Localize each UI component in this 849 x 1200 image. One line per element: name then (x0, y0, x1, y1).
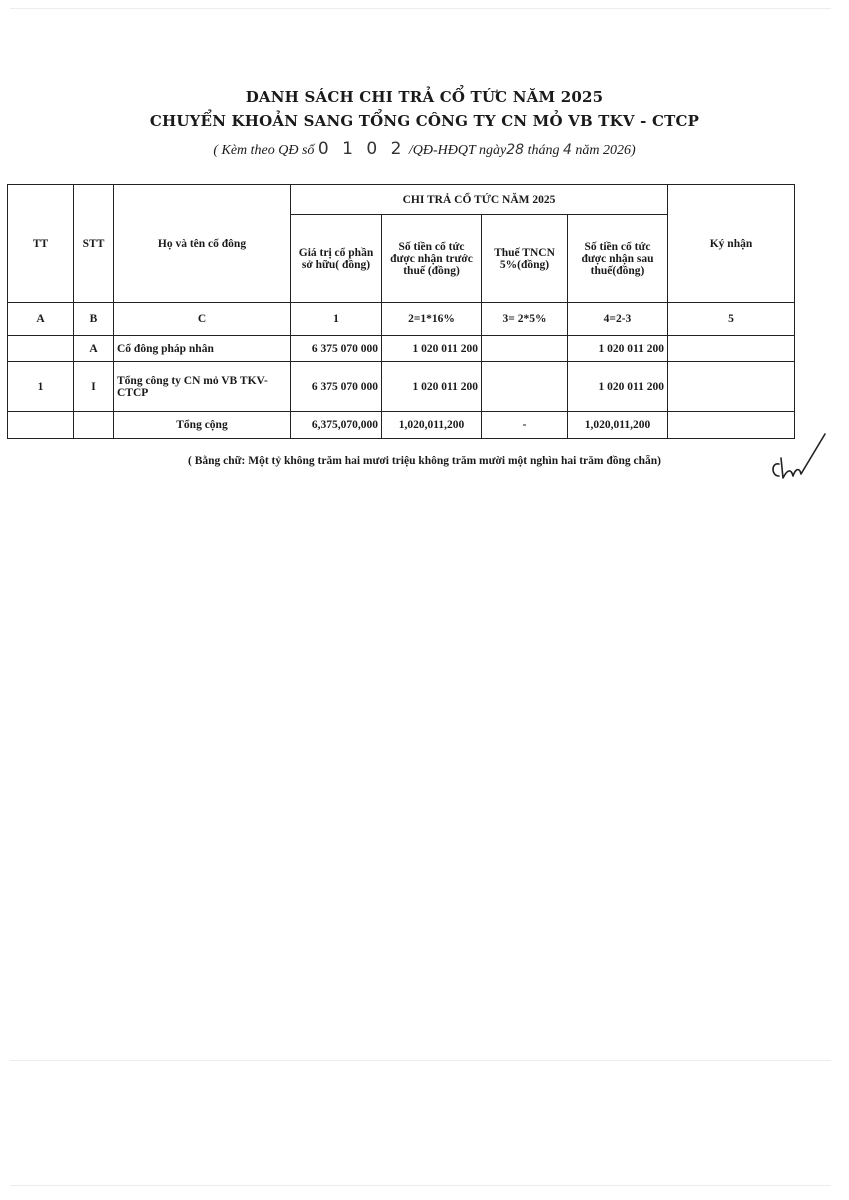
row-sign (668, 336, 795, 362)
formula-stt: B (74, 303, 114, 336)
row-net: 1 020 011 200 (568, 336, 668, 362)
row-tt: 1 (8, 362, 74, 412)
row-net: 1 020 011 200 (568, 362, 668, 412)
header-sign: Ký nhận (668, 185, 795, 303)
header-name: Họ và tên cổ đông (114, 185, 291, 303)
scan-edge-top (10, 8, 831, 9)
row-name: Tổng công ty CN mỏ VB TKV-CTCP (114, 362, 291, 412)
reference-mid: /QĐ-HĐQT ngày (408, 143, 507, 158)
header-row-group (8, 185, 795, 215)
formula-gross: 2=1*16% (382, 303, 482, 336)
total-stt (74, 412, 114, 439)
header-stt: STT (74, 185, 114, 303)
row-stt: A (74, 336, 114, 362)
formula-net: 4=2-3 (568, 303, 668, 336)
scan-edge-bottom (10, 1060, 831, 1061)
scan-edge-footer (10, 1185, 831, 1186)
total-tax: - (482, 412, 568, 439)
table-row (8, 362, 795, 412)
header-gross-dividend: Số tiền cổ tức được nhận trước thuế (đồng) (382, 215, 482, 303)
header-net-dividend: Số tiền cổ tức được nhận sau thuế(đồng) (568, 215, 668, 303)
year-label: năm 2026) (575, 143, 636, 158)
decision-number: 0 1 0 2 (317, 139, 406, 159)
formula-tt: A (8, 303, 74, 336)
dividend-table (7, 184, 795, 439)
formula-name: C (114, 303, 291, 336)
row-gross: 1 020 011 200 (382, 362, 482, 412)
formula-row (8, 303, 795, 336)
header-tt: TT (8, 185, 74, 303)
row-tax (482, 336, 568, 362)
decision-reference (0, 139, 849, 159)
header-share-value: Giá trị cổ phần sở hữu( đồng) (291, 215, 382, 303)
decision-day: 28 (506, 142, 525, 158)
row-share-value: 6 375 070 000 (291, 362, 382, 412)
document-title: DANH SÁCH CHI TRẢ CỔ TỨC NĂM 2025 (245, 88, 604, 106)
amount-in-words: ( Bằng chữ: Một tỷ không trăm hai mươi triệu không trăm mười một nghìn hai trăm đồng chẵn) (187, 455, 661, 467)
handwritten-signature-icon (765, 432, 835, 484)
row-name: Cổ đông pháp nhân (114, 336, 291, 362)
document-subtitle-transfer: CHUYỂN KHOẢN SANG TỔNG CÔNG TY CN MỎ VB TKV - CTCP (149, 112, 700, 130)
header-tax: Thuế TNCN 5%(đồng) (482, 215, 568, 303)
row-gross: 1 020 011 200 (382, 336, 482, 362)
row-stt: I (74, 362, 114, 412)
month-label: tháng (527, 143, 560, 158)
formula-tax: 3= 2*5% (482, 303, 568, 336)
total-share-value: 6,375,070,000 (291, 412, 382, 439)
reference-prefix: ( Kèm theo QĐ số (213, 143, 315, 158)
row-tax (482, 362, 568, 412)
row-sign (668, 362, 795, 412)
total-row (8, 412, 795, 439)
total-net: 1,020,011,200 (568, 412, 668, 439)
total-gross: 1,020,011,200 (382, 412, 482, 439)
decision-month: 4 (562, 142, 572, 158)
table-row (8, 336, 795, 362)
header-dividend-group: CHI TRẢ CỔ TỨC NĂM 2025 (291, 185, 668, 215)
row-share-value: 6 375 070 000 (291, 336, 382, 362)
formula-share-value: 1 (291, 303, 382, 336)
total-label: Tổng cộng (114, 412, 291, 439)
formula-sign: 5 (668, 303, 795, 336)
total-tt (8, 412, 74, 439)
row-tt (8, 336, 74, 362)
